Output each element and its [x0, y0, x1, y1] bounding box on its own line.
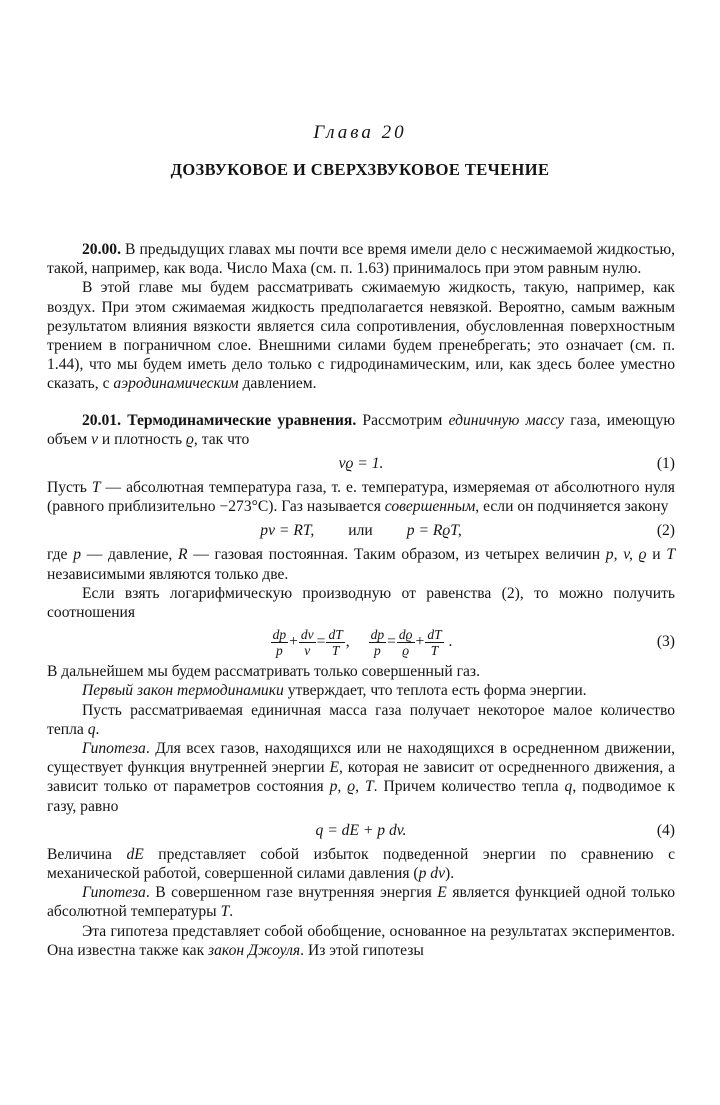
term-hypothesis: Гипотеза	[82, 884, 146, 902]
term-hypothesis: Гипотеза	[82, 740, 146, 758]
fraction: $\frac{dp}{p}$	[370, 627, 385, 659]
equation-1: vϱ = 1. (1)	[47, 449, 675, 478]
fraction: $\frac{dT}{T}$	[427, 627, 442, 659]
fraction: $\frac{dv}{v}$	[300, 627, 314, 659]
equation-4: q = dE + p dv. (4)	[47, 816, 675, 845]
paragraph-thermo-4: Если взять логарифмическую производную от равенства (2), то можно получить соотношения	[47, 584, 675, 622]
term-aerodynamic: аэродинамическим	[113, 375, 239, 393]
equation-number: (3)	[656, 633, 675, 651]
paragraph-thermo-1: 20.01. Термодинамические уравнения. Рассмотрим единичную массу газа, имеющую объем v и плотность ϱ, так что	[47, 411, 675, 448]
paragraph-hypothesis-2: Гипотеза. В совершенном газе внутренняя энергия E является функцией одной только абсолютной температуры T.	[47, 884, 676, 921]
section-number-20-01: 20.01.	[82, 411, 121, 429]
term-first-law: Первый закон термодинамики	[82, 682, 284, 700]
paragraph-heat: Пусть рассматриваемая единичная масса газа получает некоторое малое количество тепла q.	[47, 701, 675, 738]
equation-2: pv = RT, или p = RϱT, (2)	[47, 516, 675, 545]
chapter-title: ДОЗВУКОВОЕ И СВЕРХЗВУКОВОЕ ТЕЧЕНИЕ	[170, 160, 550, 179]
fraction: $\frac{dp}{p}$	[272, 627, 287, 659]
paragraph-thermo-3: где p — давление, R — газовая постоянная. Таким образом, из четырех величин p, v, ϱ и T независимыми являются только две.	[47, 546, 675, 583]
paragraph-energy: Величина dE представляет собой избыток подведенной энергии по сравнению с механической работой, совершенной силами давления (p dv).	[47, 845, 675, 883]
chapter-heading: Глава 20	[313, 122, 407, 143]
term-joule-law: закон Джоуля	[208, 941, 301, 959]
paragraph-joule: Эта гипотеза представляет собой обобщение, основанное на результатах экспериментов. Она известна также как закон Джоуля. Из этой гипотезы	[47, 922, 675, 959]
paragraph-thermo-5: В дальнейшем мы будем рассматривать только совершенный газ.	[47, 663, 480, 681]
fraction: $\frac{dϱ}{ϱ}$	[398, 627, 413, 659]
equation-3: $\frac{dp}{p}$ + $\frac{dv}{v}$ = $\frac{dT}{T}$ , $\frac{dp}{p}$ = $\frac{dϱ}{ϱ}$ + $\frac{dT}{T}$ . (3)	[47, 622, 675, 662]
paragraph-first-law: Первый закон термодинамики утверждает, что теплота есть форма энергии.	[82, 682, 587, 700]
paragraph-intro-1: 20.00. В предыдущих главах мы почти все время имели дело с несжимаемой жидкостью, такой, например, как вода. Число Маха (см. п. 1.63) принималось при этом равным нулю.	[47, 241, 676, 278]
paragraph-thermo-2: Пусть T — абсолютная температура газа, т. е. температура, измеряемая от абсолютного нуля (равного приблизительно −273°C). Газ называется совершенным, если он подчиняется закону	[47, 479, 675, 516]
fraction: $\frac{dT}{T}$	[328, 627, 343, 659]
equation-number: (1)	[656, 455, 675, 473]
paragraph-intro-2: В этой главе мы будем рассматривать сжимаемую жидкость, такую, например, как воздух. При этом сжимаемая жидкость предполагается невязкой. Вероятно, самым важным результатом влияния вязкости является сила сопротивления, обусловленная поверхностным трением в пограничном слое. Внешними силами будем пренебрегать; это означает (см. п. 1.44), что мы будем иметь дело только с гидродинамическим, или, как здесь более уместно сказать, с аэродинамическим давлением.	[47, 279, 675, 393]
equation-number: (2)	[656, 522, 675, 540]
paragraph-hypothesis-1: Гипотеза. Для всех газов, находящихся или не находящихся в осредненном движении, существует функция внутренней энергии E, которая не зависит от осредненного движения, а зависит только от параметров состояния p, ϱ, T. Причем количество тепла q, подводимое к газу, равно	[47, 740, 676, 815]
equation-number: (4)	[656, 821, 675, 839]
body-text	[47, 240, 675, 960]
section-heading: Термодинамические уравнения.	[127, 411, 357, 429]
section-number-20-00: 20.00.	[82, 241, 121, 258]
